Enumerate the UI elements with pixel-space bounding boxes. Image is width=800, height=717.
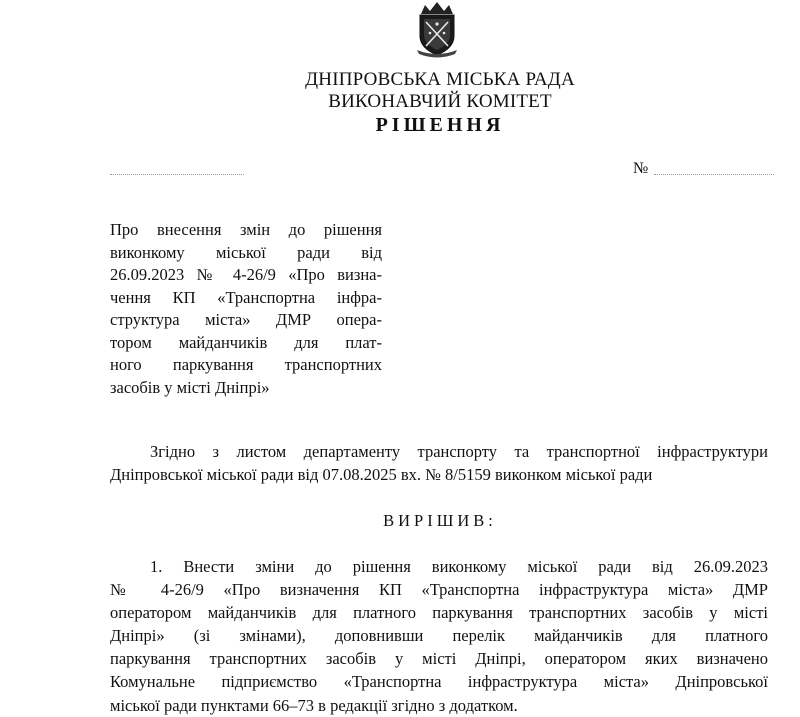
subject-line: тором майданчиків для плат-	[110, 332, 382, 352]
number-sign: №	[633, 160, 649, 177]
subject-line: чення КП «Транспортна інфра-	[110, 287, 382, 307]
basis-line: Дніпровської міської ради від 07.08.2025 вх. № 8/5159 виконком міської ради	[110, 465, 653, 484]
council-title: ДНІПРОВСЬКА МІСЬКА РАДА	[305, 69, 575, 90]
subject-line: Про внесення змін до рішення	[110, 220, 382, 239]
number-blank-line	[654, 174, 774, 175]
date-blank-line	[110, 174, 244, 175]
committee-title: ВИКОНАВЧИЙ КОМІТЕТ	[328, 91, 552, 112]
item-line: 1. Внести зміни до рішення виконкому міської ради від 26.09.2023	[150, 557, 768, 576]
document-type-title: РІШЕННЯ	[375, 114, 505, 136]
resolved-heading: ВИРІШИВ:	[383, 511, 497, 530]
document-number	[633, 160, 774, 178]
basis-line: Згідно з листом департаменту транспорту та транспортної інфраструктури	[150, 442, 768, 461]
item-line: Дніпрі» (зі змінами), доповнивши перелік майданчиків для платного	[110, 626, 768, 646]
decision-item-1	[110, 555, 768, 717]
item-line: Комунальне підприємство «Транспортна інфраструктура міста» Дніпровської	[110, 672, 768, 692]
item-line: оператором майданчиків для платного паркування транспортних засобів у місті	[110, 603, 768, 623]
item-line: № 4-26/9 «Про визначення КП «Транспортна інфраструктура міста» ДМР	[110, 580, 768, 600]
subject-line: структура міста» ДМР опера-	[110, 310, 382, 329]
item-line: паркування транспортних засобів у місті Дніпрі, оператором яких визначено	[110, 649, 768, 669]
decision-subject	[110, 219, 382, 399]
item-line: міської ради пунктами 66–73 в редакції згідно з додатком.	[110, 695, 518, 715]
subject-line: засобів у місті Дніпрі»	[110, 377, 270, 397]
subject-line: виконкому міської ради від	[110, 242, 382, 262]
coat-of-arms-icon	[411, 0, 463, 58]
basis-paragraph	[110, 440, 768, 486]
subject-line: ного паркування транспортних	[110, 355, 382, 374]
subject-line: 26.09.2023 № 4-26/9 «Про визна-	[110, 265, 382, 284]
